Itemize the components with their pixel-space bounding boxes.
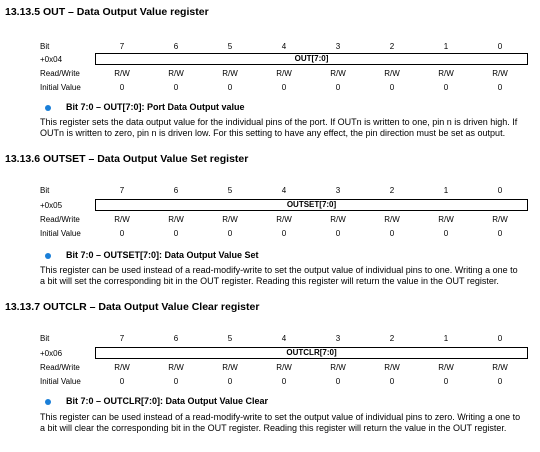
description-line: a bit will set the corresponding bit in the OUT register. Reading this register will return the value in the OUT register. (40, 276, 499, 286)
section-heading: 13.13.6 OUTSET – Data Output Value Set register (5, 153, 249, 165)
bitfield-title: Bit 7:0 – OUTSET[7:0]: Data Output Value Set (66, 250, 259, 260)
initial-value-cell: 0 (173, 83, 179, 92)
access-cell: R/W (330, 363, 346, 372)
initial-value-cell: 0 (497, 83, 503, 92)
section-heading: 13.13.5 OUT – Data Output Value register (5, 6, 209, 18)
bit-number: 5 (227, 334, 233, 343)
access-cell: R/W (492, 69, 508, 78)
initial-value-cell: 0 (119, 83, 125, 92)
initial-value-cell: 0 (497, 229, 503, 238)
initial-value-cell: 0 (443, 377, 449, 386)
access-cell: R/W (222, 69, 238, 78)
bullet-dot-icon (45, 105, 51, 111)
bit-number: 7 (119, 186, 125, 195)
read-write-row-label: Read/Write (40, 363, 80, 372)
bit-number: 1 (443, 42, 449, 51)
register-description (40, 117, 530, 139)
access-cell: R/W (114, 215, 130, 224)
register-description (40, 412, 530, 434)
initial-value-cell: 0 (173, 229, 179, 238)
initial-value-cell: 0 (497, 377, 503, 386)
section-out (0, 6, 540, 146)
access-cell: R/W (438, 215, 454, 224)
initial-value-row-label: Initial Value (40, 377, 81, 386)
bitfield-title: Bit 7:0 – OUTCLR[7:0]: Data Output Value Clear (66, 396, 269, 406)
initial-value-cell: 0 (119, 377, 125, 386)
access-cell: R/W (384, 363, 400, 372)
bit-number: 4 (281, 186, 287, 195)
initial-value-row-label: Initial Value (40, 229, 81, 238)
access-cell: R/W (276, 363, 292, 372)
description-line: This register sets the data output value for the individual pins of the port. If OUTn is written to one, pin n is driven high. If (40, 117, 518, 127)
initial-value-cell: 0 (335, 377, 341, 386)
bit-row-label: Bit (40, 186, 50, 195)
bit-number: 0 (497, 186, 503, 195)
bullet-dot-icon (45, 253, 51, 259)
initial-value-cell: 0 (173, 377, 179, 386)
bit-number: 7 (119, 42, 125, 51)
section-outset (0, 153, 540, 293)
bit-number: 6 (173, 334, 179, 343)
section-heading: 13.13.7 OUTCLR – Data Output Value Clear register (5, 301, 260, 313)
initial-value-cell: 0 (443, 83, 449, 92)
register-address: +0x05 (40, 201, 63, 210)
bit-number: 7 (119, 334, 125, 343)
register-description (40, 265, 530, 287)
bit-row-label: Bit (40, 334, 50, 343)
bit-number: 3 (335, 186, 341, 195)
bit-number: 3 (335, 334, 341, 343)
access-cell: R/W (492, 215, 508, 224)
bit-row-label: Bit (40, 42, 50, 51)
description-line: This register can be used instead of a read-modify-write to set the output value of individual pins to zero. Writing a one to (40, 412, 521, 422)
initial-value-row-label: Initial Value (40, 83, 81, 92)
initial-value-cell: 0 (281, 377, 287, 386)
access-cell: R/W (168, 69, 184, 78)
access-cell: R/W (384, 69, 400, 78)
initial-value-cell: 0 (335, 83, 341, 92)
register-field-box: OUT[7:0] (95, 53, 528, 65)
bit-number: 3 (335, 42, 341, 51)
description-line: This register can be used instead of a read-modify-write to set the output value of individual pins to one. Writing a one to (40, 265, 518, 275)
access-cell: R/W (276, 215, 292, 224)
initial-value-cell: 0 (119, 229, 125, 238)
initial-value-cell: 0 (281, 83, 287, 92)
initial-value-cell: 0 (281, 229, 287, 238)
bitfield-title: Bit 7:0 – OUT[7:0]: Port Data Output value (66, 102, 245, 112)
bit-number: 2 (389, 186, 395, 195)
access-cell: R/W (438, 69, 454, 78)
bit-number: 5 (227, 42, 233, 51)
initial-value-cell: 0 (389, 377, 395, 386)
bit-number: 2 (389, 42, 395, 51)
bit-number: 4 (281, 334, 287, 343)
access-cell: R/W (222, 215, 238, 224)
initial-value-cell: 0 (335, 229, 341, 238)
access-cell: R/W (492, 363, 508, 372)
initial-value-cell: 0 (227, 229, 233, 238)
read-write-row-label: Read/Write (40, 69, 80, 78)
access-cell: R/W (222, 363, 238, 372)
description-line: OUTn is written to zero, pin n is driven low. For this setting to have any effect, the pin direction must be set as output. (40, 128, 506, 138)
register-field-box: OUTCLR[7:0] (95, 347, 528, 359)
description-line: a bit will clear the corresponding bit in the OUT register. Reading this register will return the value in the OUT register. (40, 423, 507, 433)
section-outclr (0, 301, 540, 451)
bit-number: 4 (281, 42, 287, 51)
access-cell: R/W (168, 363, 184, 372)
initial-value-cell: 0 (389, 229, 395, 238)
initial-value-cell: 0 (227, 377, 233, 386)
bit-number: 0 (497, 42, 503, 51)
bit-number: 6 (173, 42, 179, 51)
access-cell: R/W (168, 215, 184, 224)
access-cell: R/W (330, 215, 346, 224)
initial-value-cell: 0 (389, 83, 395, 92)
access-cell: R/W (438, 363, 454, 372)
bit-number: 0 (497, 334, 503, 343)
initial-value-cell: 0 (443, 229, 449, 238)
register-field-box: OUTSET[7:0] (95, 199, 528, 211)
bit-number: 6 (173, 186, 179, 195)
bit-number: 1 (443, 334, 449, 343)
register-address: +0x06 (40, 349, 63, 358)
bit-number: 1 (443, 186, 449, 195)
bullet-dot-icon (45, 399, 51, 405)
access-cell: R/W (276, 69, 292, 78)
read-write-row-label: Read/Write (40, 215, 80, 224)
bit-number: 5 (227, 186, 233, 195)
access-cell: R/W (114, 363, 130, 372)
initial-value-cell: 0 (227, 83, 233, 92)
access-cell: R/W (114, 69, 130, 78)
bit-number: 2 (389, 334, 395, 343)
register-address: +0x04 (40, 55, 63, 64)
access-cell: R/W (384, 215, 400, 224)
access-cell: R/W (330, 69, 346, 78)
